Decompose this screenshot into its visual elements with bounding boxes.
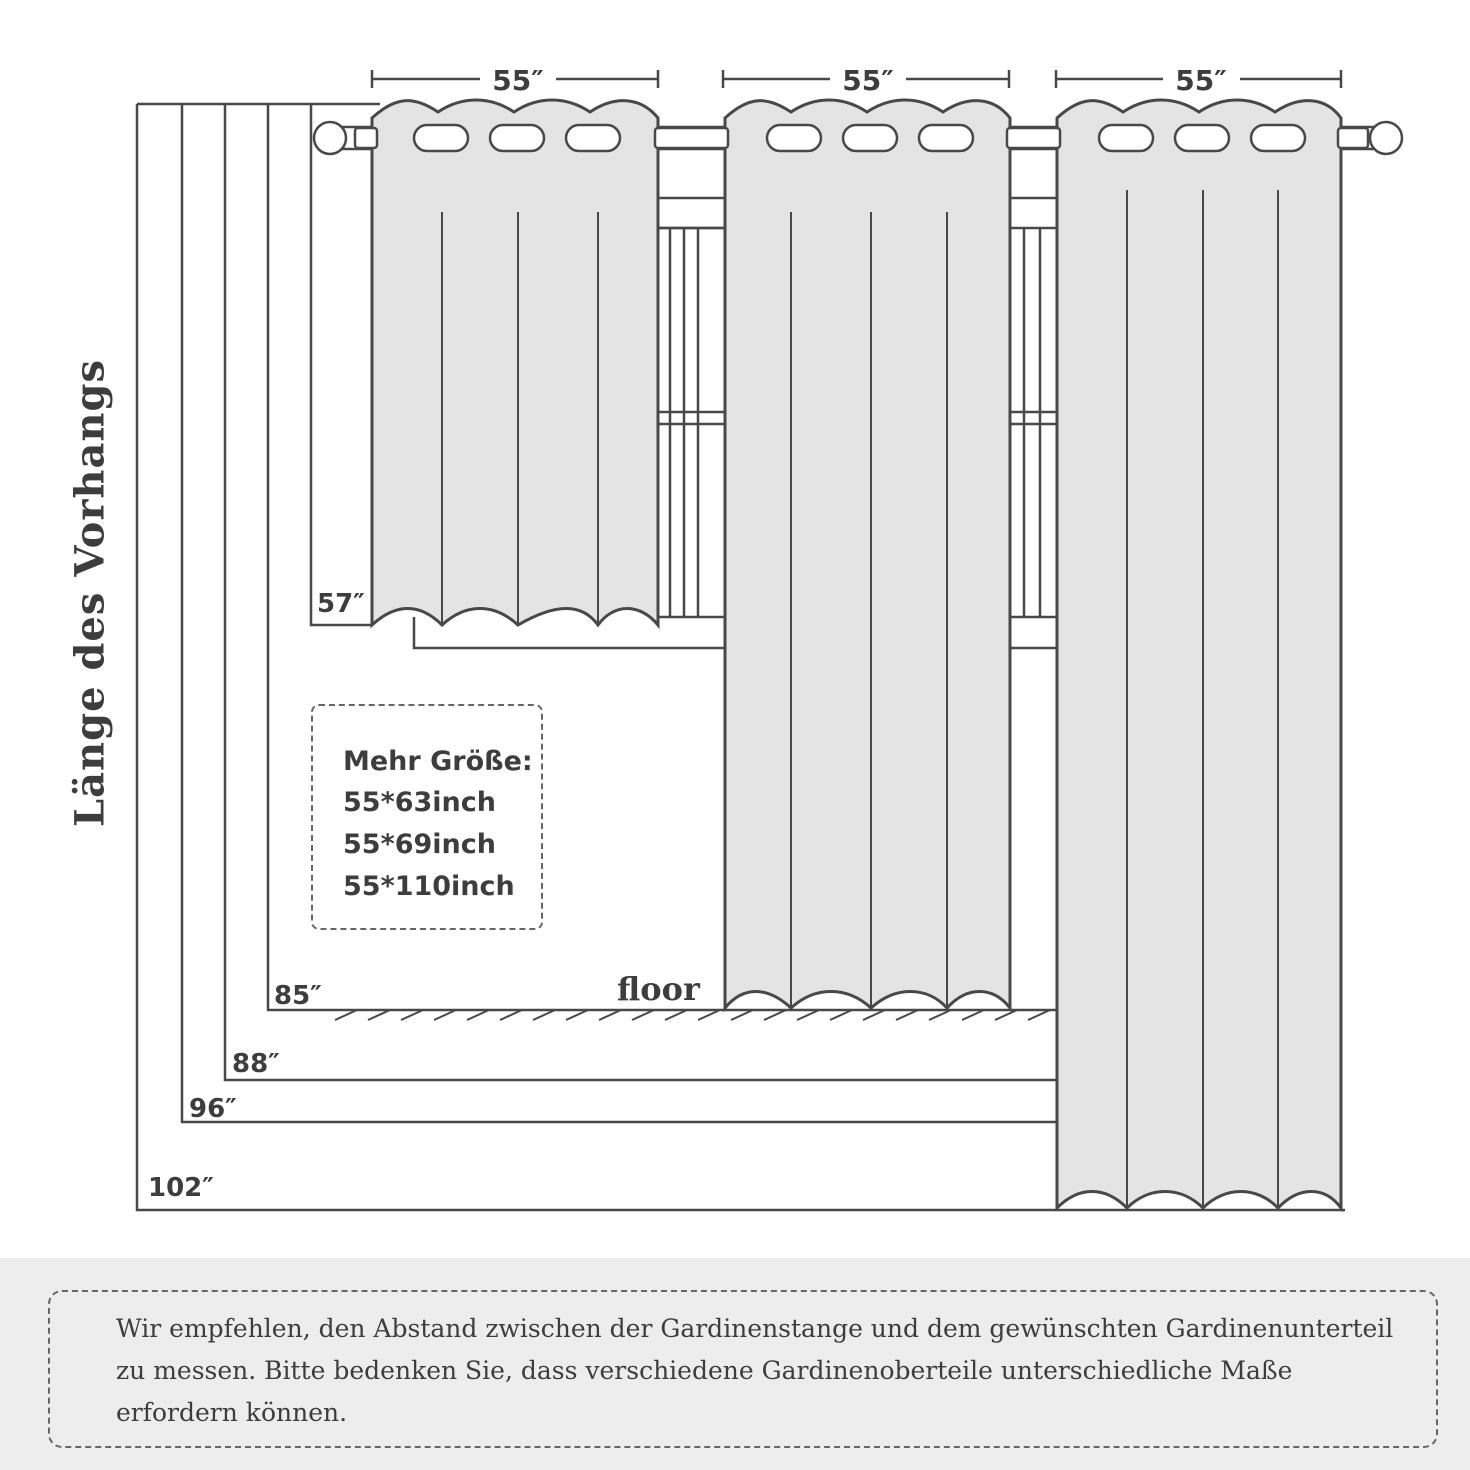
size-option: 55*110inch <box>343 871 515 902</box>
more-sizes-title: Mehr Größe: <box>343 746 533 777</box>
length-label-96: 96″ <box>189 1094 237 1124</box>
curtain-panel-85 <box>725 100 1010 1008</box>
width-label-3: 55″ <box>1175 64 1227 97</box>
floor-hatching <box>335 1010 1050 1020</box>
length-label-102: 102″ <box>148 1173 214 1203</box>
footer-panel <box>0 1258 1470 1470</box>
length-line-57 <box>311 104 372 625</box>
rod-finial-right <box>1370 122 1402 154</box>
length-label-57: 57″ <box>317 589 365 619</box>
size-option: 55*69inch <box>343 829 496 860</box>
more-sizes-box <box>311 704 543 930</box>
length-label-85: 85″ <box>274 981 322 1011</box>
width-label-2: 55″ <box>842 64 894 97</box>
length-label-88: 88″ <box>232 1049 280 1079</box>
size-option: 55*63inch <box>343 787 496 818</box>
recommendation-note: Wir empfehlen, den Abstand zwischen der Gardinenstange und dem gewünschten Gardinenunterteil zu messen. Bitte bedenken Sie, dass verschiedene Gardinenoberteile unterschiedliche Maße erfordern können. <box>48 1290 1438 1448</box>
curtain-panel-57 <box>372 100 658 625</box>
vertical-title: Länge des Vorhangs <box>66 358 114 828</box>
width-label-1: 55″ <box>492 64 544 97</box>
rod-finial-left <box>314 122 346 154</box>
curtain-panel-102 <box>1057 100 1341 1208</box>
floor-label: floor <box>617 970 700 1008</box>
